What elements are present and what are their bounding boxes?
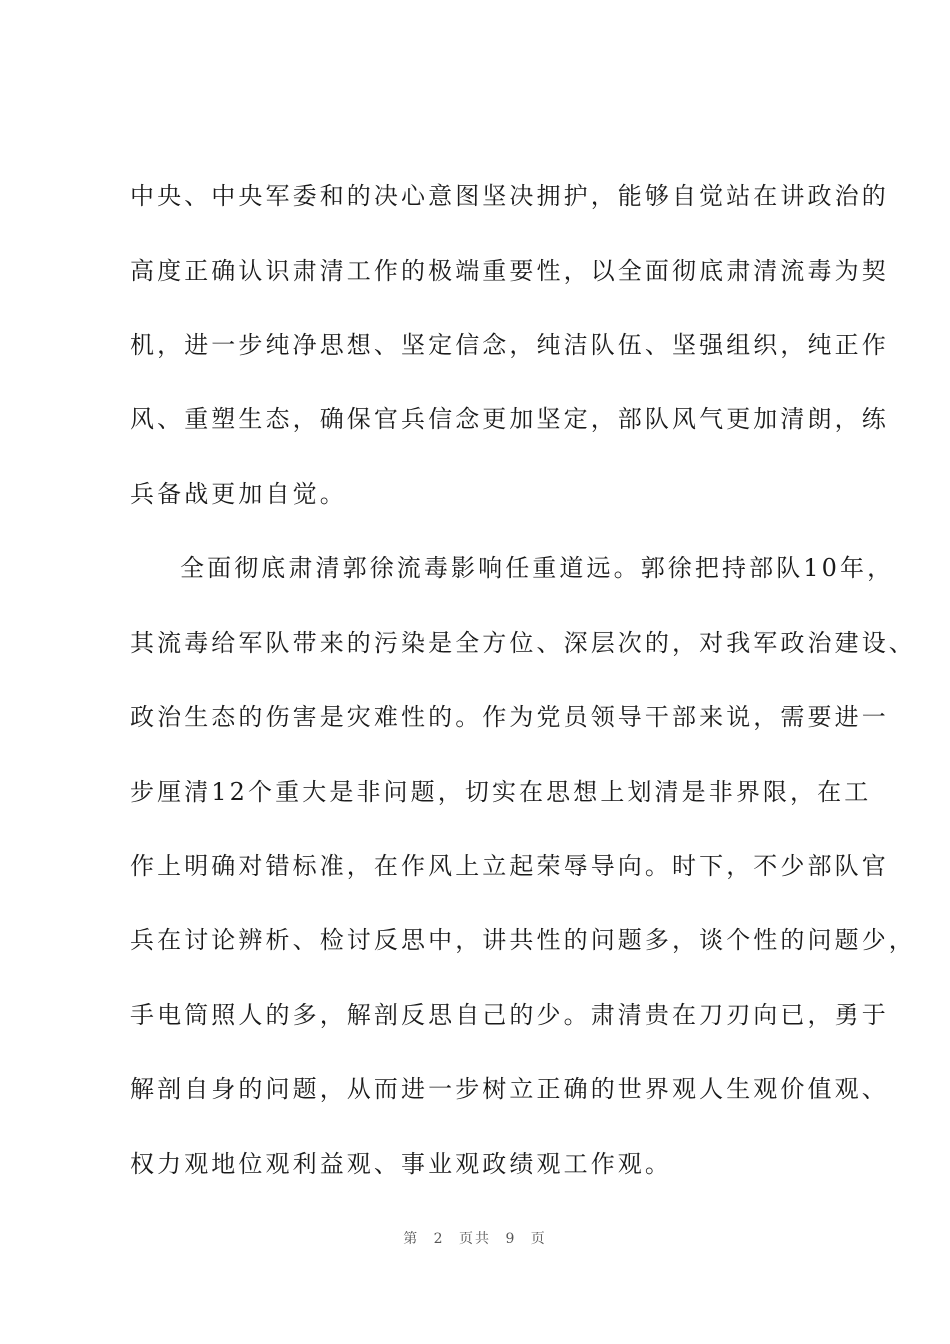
paragraph-1-line-2: 高度正确认识肃清工作的极端重要性，以全面彻底肃清流毒为契 — [130, 257, 889, 285]
paragraph-2-line-2: 其流毒给军队带来的污染是全方位、深层次的，对我军政治建设、 — [130, 629, 916, 657]
paragraph-1-line-3: 机，进一步纯净思想、坚定信念，纯洁队伍、坚强组织，纯正作 — [130, 331, 889, 359]
paragraph-2-line-9: 权力观地位观利益观、事业观政绩观工作观。 — [130, 1150, 672, 1178]
paragraph-2-line-4: 步厘清12个重大是非问题，切实在思想上划清是非界限，在工 — [130, 778, 872, 806]
paragraph-1-line-1: 中央、中央军委和的决心意图坚决拥护，能够自觉站在讲政治的 — [130, 182, 889, 210]
paragraph-2-line-6: 兵在讨论辨析、检讨反思中，讲共性的问题多，谈个性的问题少， — [130, 926, 916, 954]
paragraph-2-line-5: 作上明确对错标准，在作风上立起荣辱导向。时下，不少部队官 — [130, 852, 889, 880]
paragraph-1-line-5: 兵备战更加自觉。 — [130, 480, 347, 508]
paragraph-2-line-1: 全面彻底肃清郭徐流毒影响任重道远。郭徐把持部队10年， — [180, 554, 895, 582]
paragraph-2-line-7: 手电筒照人的多，解剖反思自己的少。肃清贵在刀刃向已，勇于 — [130, 1001, 889, 1029]
paragraph-1-line-4: 风、重塑生态，确保官兵信念更加坚定，部队风气更加清朗，练 — [130, 405, 889, 433]
paragraph-2-line-8: 解剖自身的问题，从而进一步树立正确的世界观人生观价值观、 — [130, 1075, 889, 1103]
page-number-footer: 第 2 页共 9 页 — [403, 1231, 547, 1247]
paragraph-2-line-3: 政治生态的伤害是灾难性的。作为党员领导干部来说，需要进一 — [130, 703, 889, 731]
